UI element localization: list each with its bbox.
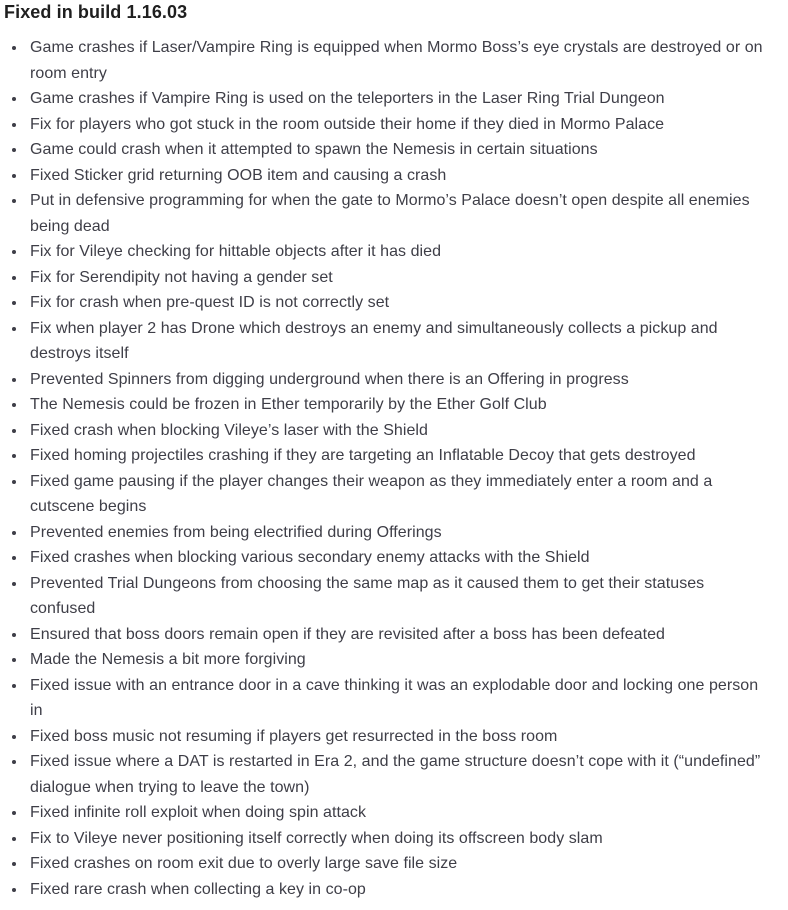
list-item: • Game crashes if Vampire Ring is used on the teleporters in the Laser Ring Trial Dungeon [27, 86, 774, 112]
list-item: • Fixed infinite roll exploit when doing spin attack [27, 800, 774, 826]
list-item: • Game crashes if Laser/Vampire Ring is equipped when Mormo Boss’s eye crystals are destroyed or on room entry [27, 35, 774, 86]
list-item: • Fix to Vileye never positioning itself correctly when doing its offscreen body slam [27, 826, 774, 852]
list-item: • Game could crash when it attempted to spawn the Nemesis in certain situations [27, 137, 774, 163]
list-item: • Fixed Sticker grid returning OOB item and causing a crash [27, 163, 774, 189]
list-item: • Prevented enemies from being electrified during Offerings [27, 520, 774, 546]
list-item: • Fix for players who got stuck in the room outside their home if they died in Mormo Palace [27, 112, 774, 138]
list-item: • Put in defensive programming for when the gate to Mormo’s Palace doesn’t open despite all enemies being dead [27, 188, 774, 239]
list-item: • Prevented Trial Dungeons from choosing the same map as it caused them to get their statuses confused [27, 571, 774, 622]
list-item: • Fix for Vileye checking for hittable objects after it has died [27, 239, 774, 265]
list-item: • Fix when player 2 has Drone which destroys an enemy and simultaneously collects a pickup and destroys itself [27, 316, 774, 367]
list-item: • Fixed issue with an entrance door in a cave thinking it was an explodable door and locking one person in [27, 673, 774, 724]
list-item: • Made the Nemesis a bit more forgiving [27, 647, 774, 673]
list-item: • The Nemesis could be frozen in Ether temporarily by the Ether Golf Club [27, 392, 774, 418]
list-item: • Fixed issue where a DAT is restarted in Era 2, and the game structure doesn’t cope with it (“undefined” dialogue when trying to leave the town) [27, 749, 774, 800]
list-item: • Fix for crash when pre-quest ID is not correctly set [27, 290, 774, 316]
list-item: • Fixed boss music not resuming if players get resurrected in the boss room [27, 724, 774, 750]
list-item: • Fixed rare crash when collecting a key in co-op [27, 877, 774, 903]
list-item: • Fix for Serendipity not having a gender set [27, 265, 774, 291]
list-item: • Fixed crashes when blocking various secondary enemy attacks with the Shield [27, 545, 774, 571]
page-title: Fixed in build 1.16.03 [4, 2, 188, 22]
list-item: • Ensured that boss doors remain open if they are revisited after a boss has been defeated [27, 622, 774, 648]
list-item: • Fixed crash when blocking Vileye’s laser with the Shield [27, 418, 774, 444]
fix-list [4, 35, 774, 902]
list-item: • Prevented Spinners from digging underground when there is an Offering in progress [27, 367, 774, 393]
list-item: • Fixed homing projectiles crashing if they are targeting an Inflatable Decoy that gets destroyed [27, 443, 774, 469]
list-item: • Fixed crashes on room exit due to overly large save file size [27, 851, 774, 877]
list-item: • Fixed game pausing if the player changes their weapon as they immediately enter a room and a cutscene begins [27, 469, 774, 520]
